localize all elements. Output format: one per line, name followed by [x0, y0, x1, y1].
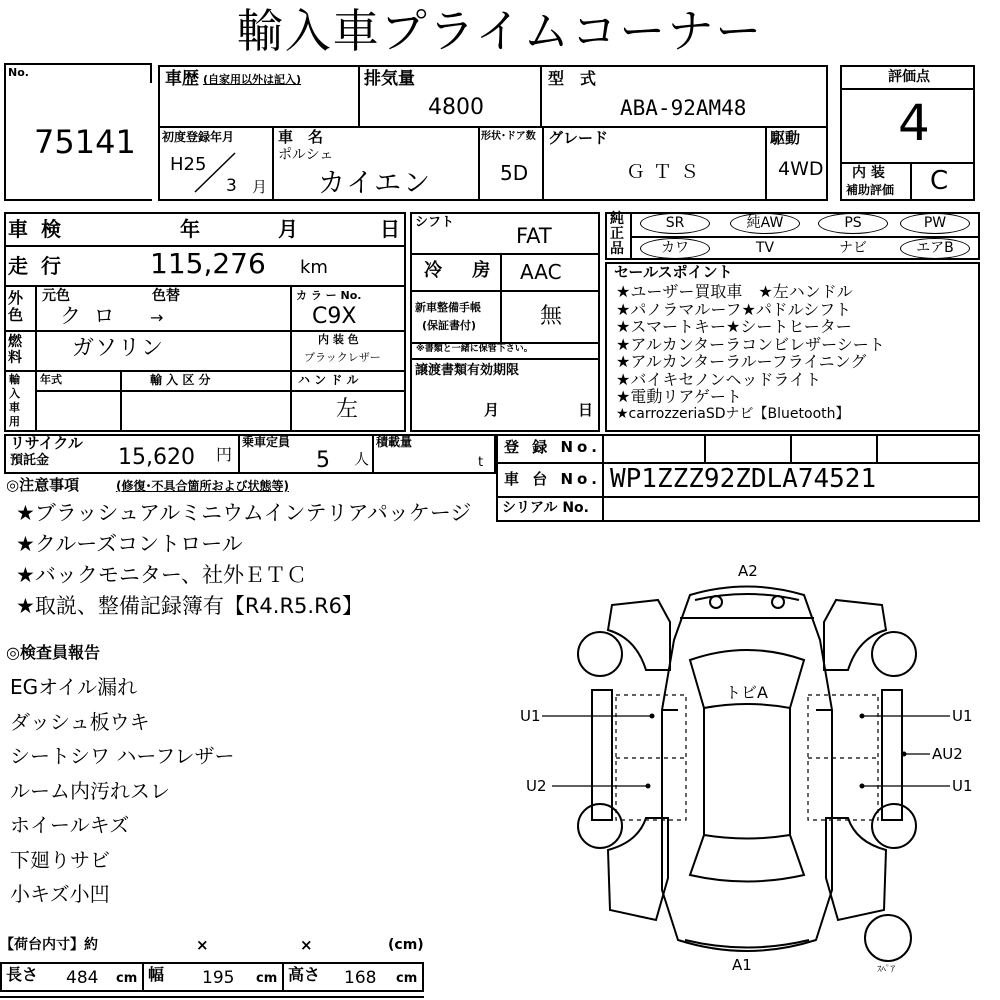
selling-point-item: ★アルカンターラコンビレザーシート	[616, 334, 885, 354]
selling-point-item: ★パノラマルーフ★パドルシフト	[616, 299, 852, 319]
chassis-number: WP1ZZZ92ZDLA74521	[610, 464, 877, 494]
registration-label: 登 録 No.	[504, 438, 602, 456]
shift-value: FAT	[516, 224, 552, 248]
drive-label: 駆動	[770, 129, 801, 147]
ac-label: 冷 房	[424, 260, 503, 281]
selling-point-item: ★アルカンターラルーフライニング	[616, 352, 867, 371]
recycle-unit: 円	[216, 445, 233, 464]
displacement-value: 4800	[428, 95, 484, 120]
note-item: ★バックモニター、社外ＥＴＣ	[16, 563, 307, 587]
inspection-day: 日	[380, 217, 400, 241]
color-orig: ク ロ	[60, 304, 118, 328]
service-book-value: 無	[540, 304, 563, 329]
inspector-report-item: EGオイル漏れ	[10, 675, 138, 699]
equipment-item: PS	[818, 213, 888, 234]
cargo-x1: ×	[196, 936, 209, 954]
inspector-report-item: ルーム内汚れスレ	[10, 778, 170, 803]
import-kind-label: 輸 入 区 分	[150, 373, 211, 387]
recycle-value: 15,620	[118, 445, 195, 470]
inspector-report-item: 小キズ小凹	[10, 882, 110, 906]
color-code: C9X	[312, 304, 357, 329]
doors-label: 形状･ドア数	[481, 131, 536, 142]
equipment-item: エアB	[900, 238, 970, 259]
score-label: 評価点	[888, 69, 930, 85]
selling-point-item: ★スマートキー★シートヒーター	[616, 317, 852, 336]
page-title: 輸入車プライムコーナー	[236, 4, 764, 58]
selling-point-item: ★電動リアゲート	[616, 387, 742, 406]
recycle-label: リサイクル	[10, 434, 83, 452]
transfer-day: 日	[578, 401, 594, 419]
first-reg-label: 初度登録年月	[162, 130, 235, 144]
handle-label: ハ ン ド ル	[298, 373, 359, 387]
import-label: 輸入車用	[9, 373, 20, 428]
color-change-label: 色替	[152, 288, 180, 304]
first-reg-era: H25	[170, 154, 207, 175]
label-front: A2	[738, 562, 758, 580]
inspector-report-item: シートシワ ハーフレザー	[10, 744, 235, 768]
capacity-label: 乗車定員	[242, 435, 291, 449]
right-rear-fender	[826, 818, 886, 920]
inspection-year: 年	[180, 217, 200, 241]
capacity-value: 5	[316, 448, 330, 473]
left-rear-fender	[608, 818, 668, 920]
label-right-mid: AU2	[932, 745, 963, 763]
inspector-report-item: 下廻りサビ	[10, 847, 110, 872]
inspection-label: 車 検	[8, 217, 64, 241]
interior-color: ブラックレザー	[304, 351, 381, 364]
inspection-month: 月	[278, 217, 298, 241]
import-year-label: 年式	[40, 373, 62, 386]
width-value: 195	[202, 968, 235, 988]
displacement-label: 排気量	[364, 69, 415, 89]
cargo-x2: ×	[300, 936, 313, 954]
color-orig-label: 元色	[42, 288, 70, 304]
first-reg-month-unit: 月	[252, 178, 268, 196]
grade-label: グレード	[548, 129, 609, 147]
score-value: 4	[898, 94, 930, 152]
width-label: 幅	[148, 965, 165, 984]
selling-point-item: ★ユーザー買取車 ★左ハンドル	[616, 282, 853, 301]
equipment-item: カワ	[640, 238, 710, 259]
doors-value: 5D	[500, 161, 529, 185]
cargo-unit: (cm)	[388, 937, 424, 953]
label-spare: ｽﾍﾟｱ	[877, 965, 896, 975]
equipment-item: SR	[640, 213, 710, 234]
equipment-label: 純正品	[610, 211, 624, 257]
fuel-value: ガソリン	[72, 336, 165, 361]
capacity-unit: 人	[354, 450, 370, 468]
selling-points-label: セールスポイント	[614, 263, 733, 281]
drive-value: 4WD	[778, 158, 824, 180]
history-note: (自家用以外は記入)	[203, 73, 302, 86]
handle-value: 左	[336, 397, 359, 422]
spare-tire	[865, 915, 911, 961]
shift-label: シフト	[415, 215, 455, 230]
mileage-label: 走 行	[8, 254, 64, 278]
length-value: 484	[66, 968, 99, 988]
label-right-bottom: U1	[952, 777, 973, 795]
label-left-bottom: U2	[526, 777, 547, 795]
color-code-label: カ ラ ー No.	[296, 289, 362, 302]
car-name-label: 車 名	[278, 128, 324, 146]
serial-label: シリアル No.	[502, 500, 589, 516]
model-value: ABA-92AM48	[620, 96, 747, 120]
equipment-item: 純AW	[730, 213, 800, 234]
service-book-label: 新車整備手帳	[415, 301, 481, 314]
mileage-value: 115,276	[150, 247, 266, 280]
note-item: ★取説、整備記録簿有【R4.R5.R6】	[16, 594, 364, 618]
height-label: 高さ	[288, 965, 321, 984]
recycle-label-2: 預託金	[10, 453, 50, 468]
note-item: ★ブラッシュアルミニウムインテリアパッケージ	[16, 501, 472, 525]
equipment-item: ナビ	[839, 240, 867, 256]
transfer-month: 月	[484, 401, 500, 419]
interior-score-label: 内 装	[852, 165, 885, 181]
mileage-unit: km	[300, 257, 328, 278]
selling-point-item: ★バイキセノンヘッドライト	[616, 369, 822, 389]
left-sill	[592, 690, 612, 820]
height-value: 168	[344, 968, 377, 988]
label-right-top: U1	[952, 707, 973, 725]
transfer-label: 譲渡書類有効期限	[415, 363, 520, 378]
right-sill	[882, 690, 902, 820]
service-book-sub: (保証書付)	[422, 319, 477, 332]
service-book-note: ※書類と一緒に保管下さい。	[416, 344, 533, 354]
chassis-label: 車 台 No.	[504, 470, 602, 488]
interior-color-label: 内 装 色	[318, 333, 359, 346]
label-rear: A1	[732, 956, 752, 974]
length-label: 長さ	[6, 965, 39, 984]
note-item: ★クルーズコントロール	[16, 532, 243, 556]
length-unit: cm	[116, 971, 138, 986]
grade-value: ＧＴＳ	[626, 161, 708, 183]
interior-score-value: C	[930, 166, 949, 196]
car-maker: ポルシェ	[278, 147, 334, 163]
no-label: No.	[8, 66, 29, 79]
left-front-wheel	[578, 632, 622, 676]
rear-window	[690, 835, 804, 882]
interior-score-sub: 補助評価	[846, 183, 895, 197]
height-unit: cm	[396, 971, 418, 986]
fuel-label: 燃料	[8, 334, 22, 366]
right-front-wheel	[872, 632, 916, 676]
width-unit: cm	[256, 971, 278, 986]
color-label: 外色	[8, 289, 24, 324]
left-front-fender	[608, 600, 670, 670]
cargo-label: 【荷台内寸】約	[0, 937, 98, 953]
equipment-item: PW	[900, 213, 970, 234]
equipment-item: TV	[755, 240, 775, 256]
notes-label: ◎注意事項	[6, 476, 80, 494]
inspector-report-item: ダッシュ板ウキ	[10, 709, 150, 734]
selling-point-item: ★carrozzeriaSDナビ【Bluetooth】	[616, 405, 850, 422]
ac-value: AAC	[520, 260, 562, 284]
car-body-outline	[662, 587, 832, 952]
first-reg-month: 3	[226, 176, 237, 196]
label-left-top: U1	[520, 707, 541, 725]
load-label: 積載量	[376, 435, 413, 449]
label-windshield: トビA	[725, 683, 768, 702]
model-label: 型 式	[548, 69, 597, 88]
color-arrow: →	[150, 308, 164, 327]
right-front-fender	[824, 600, 886, 670]
inspector-label: ◎検査員報告	[6, 643, 100, 662]
lot-number: 75141	[34, 123, 136, 161]
car-name-value: カイエン	[318, 168, 433, 199]
notes-sub: (修復･不具合箇所および状態等)	[116, 479, 289, 493]
history-label: 車歴	[165, 69, 199, 89]
load-unit: t	[478, 455, 484, 470]
car-damage-diagram	[520, 560, 990, 980]
inspector-report-item: ホイールキズ	[10, 813, 130, 837]
